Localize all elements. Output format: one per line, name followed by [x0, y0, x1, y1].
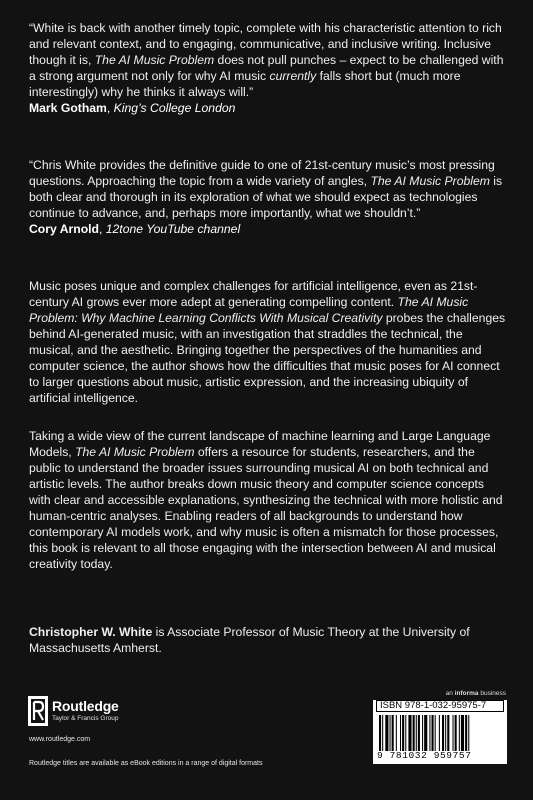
endorsement-quote-2 [29, 157, 507, 237]
publisher-logo [28, 696, 178, 730]
endorser-affiliation: King’s College London [113, 101, 236, 115]
quote-text: “White is back with another timely topic, complete with his characteristic attention to rich and relevant context, and to engaging, communicative, and inclusive writing. Inclusive though it is, The AI Music Problem does not pull punches – expect to be challenged with a strong argument not only for why AI music currently falls short but (much more interestingly) why he thinks it always will.” [29, 21, 504, 99]
author-name: Christopher W. White [29, 625, 153, 639]
endorser-name: Mark Gotham [29, 101, 107, 115]
description-paragraph-1: Music poses unique and complex challenges for artificial intelligence, even as 21st-century AI grows ever more adept at generating compelling content. The AI Music Problem: Why Machine Learning Conflicts With Musical Creativity probes the challenges behind AI-generated music, with an investigation that straddles the technical, the musical, and the aesthetic. Bringing together the perspectives of the humanities and computer science, the author shows how the difficulties that music poses for AI connect to larger questions about music, artistic expression, and the increasing ubiquity of artificial intelligence. [29, 279, 506, 405]
routledge-logo-icon [28, 696, 48, 726]
quote-attribution: Mark Gotham, King’s College London [29, 101, 236, 115]
isbn-barcode-panel [373, 700, 507, 764]
book-title-italic: The AI Music Problem [94, 53, 215, 67]
barcode-digits: 9 781032 959757 [377, 750, 472, 761]
book-title-italic: The AI Music Problem [75, 445, 195, 459]
quote-text: “Chris White provides the definitive guide to one of 21st-century music’s most pressing questions. Approaching the topic from a wide variety of angles, The AI Music Problem is both clear and thorough in its exploration of what we should expect as technologies continue to advance, and, perhaps more importantly, what we shouldn’t.” [29, 158, 503, 220]
informa-business-tag: an informa business [445, 690, 506, 697]
author-bio: Christopher W. White is Associate Professor of Music Theory at the University of Massachusetts Amherst. [29, 625, 470, 655]
endorser-name: Cory Arnold [29, 222, 99, 236]
description-paragraph-2: Taking a wide view of the current landscape of machine learning and Large Language Models, The AI Music Problem offers a resource for students, researchers, and the public to understand the broader issues surrounding musical AI on both technical and artistic levels. The author breaks down music theory and computer science concepts with clear and accessible explanations, synthesizing the technical with more holistic and human-centric analyses. Enabling readers of all backgrounds to understand how contemporary AI models work, and why music is often a mismatch for those processes, this book is relevant to all those engaging with the intersection between AI and musical creativity today. [29, 429, 503, 571]
book-title-italic: The AI Music Problem: Why Machine Learning Conflicts With Musical Creativity [29, 295, 469, 325]
emphasis-italic: currently [269, 69, 317, 83]
ebook-note: Routledge titles are available as eBook editions in a range of digital formats [29, 760, 263, 767]
endorsement-quote-1 [29, 20, 507, 116]
barcode-icon [377, 715, 503, 751]
quote-attribution: Cory Arnold, 12tone YouTube channel [29, 222, 241, 236]
publisher-name: Routledge [52, 698, 119, 714]
publisher-website: www.routledge.com [29, 736, 91, 743]
isbn-label: ISBN 978-1-032-95975-7 [376, 700, 504, 712]
publisher-group: Taylor & Francis Group [52, 715, 119, 722]
book-title-italic: The AI Music Problem [370, 174, 490, 188]
endorser-affiliation: 12tone YouTube channel [105, 222, 241, 236]
